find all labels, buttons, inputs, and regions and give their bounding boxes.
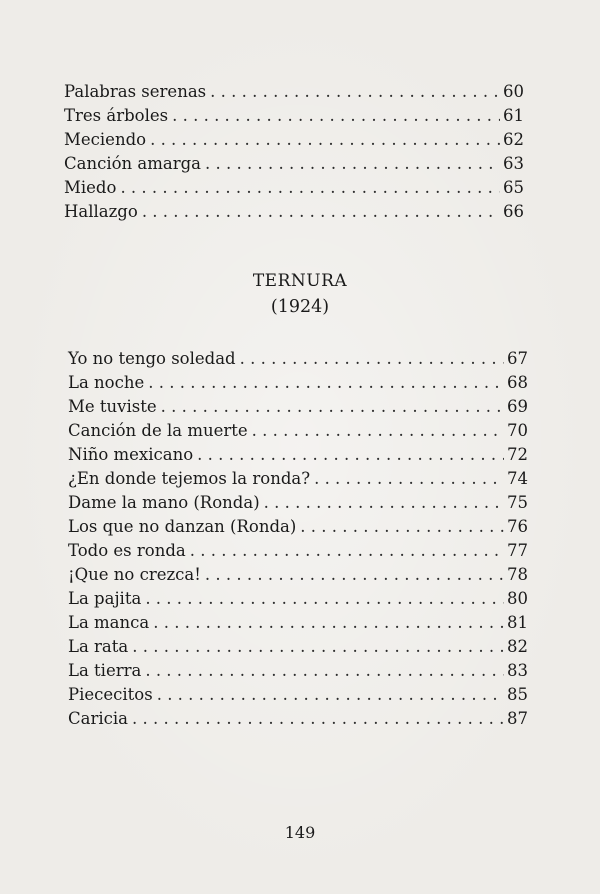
toc-entry (68, 491, 528, 515)
toc-entry-title: Palabras serenas (64, 82, 207, 101)
dot-leader (205, 563, 504, 587)
dot-leader (300, 515, 504, 539)
dot-leader (120, 176, 500, 200)
dot-leader (190, 539, 504, 563)
toc-entry-title: ¡Que no crezca! (68, 565, 201, 584)
toc-entry (68, 539, 528, 563)
page-number: 149 (284, 823, 316, 842)
toc-entry-page: 62 (503, 130, 524, 149)
dot-leader (210, 80, 500, 104)
toc-entry (68, 611, 528, 635)
toc-entry-page: 63 (503, 154, 524, 173)
toc-entry-title: Niño mexicano (68, 445, 194, 464)
toc-entry (68, 563, 528, 587)
toc-entry-page: 82 (507, 637, 528, 656)
toc-entry-page: 81 (507, 613, 528, 632)
dot-leader (314, 467, 504, 491)
dot-leader (172, 104, 500, 128)
toc-entry-title: Piececitos (68, 685, 153, 704)
dot-leader (264, 491, 504, 515)
toc-entry-title: Canción de la muerte (68, 421, 248, 440)
dot-leader (205, 152, 500, 176)
toc-entry-page: 75 (507, 493, 528, 512)
dot-leader (240, 347, 504, 371)
toc-entry (64, 200, 524, 224)
toc-entry (68, 635, 528, 659)
toc-entry-page: 80 (507, 589, 528, 608)
toc-entry-title: La rata (68, 637, 129, 656)
toc-entry-page: 65 (503, 178, 524, 197)
toc-entry-title: Hallazgo (64, 202, 138, 221)
toc-entry-page: 87 (507, 709, 528, 728)
section-title: TERNURA (252, 271, 348, 291)
toc-list-second (68, 347, 528, 731)
toc-entry-page: 70 (507, 421, 528, 440)
dot-leader (161, 395, 504, 419)
toc-entry-page: 74 (507, 469, 528, 488)
dot-leader (197, 443, 504, 467)
toc-entry (68, 515, 528, 539)
toc-entry-title: La noche (68, 373, 145, 392)
toc-entry (68, 347, 528, 371)
dot-leader (132, 707, 504, 731)
toc-entry-title: Miedo (64, 178, 117, 197)
toc-entry-title: Me tuviste (68, 397, 157, 416)
toc-entry-title: Tres árboles (64, 106, 169, 125)
toc-entry (64, 80, 524, 104)
toc-entry-page: 83 (507, 661, 528, 680)
toc-entry-page: 78 (507, 565, 528, 584)
dot-leader (150, 128, 500, 152)
toc-entry-title: La tierra (68, 661, 142, 680)
dot-leader (153, 611, 504, 635)
toc-entry-page: 72 (507, 445, 528, 464)
toc-entry-title: Todo es ronda (68, 541, 186, 560)
toc-entry (68, 371, 528, 395)
toc-entry-title: La manca (68, 613, 150, 632)
section-year: (1924) (270, 297, 330, 317)
toc-entry-page: 68 (507, 373, 528, 392)
dot-leader (157, 683, 504, 707)
dot-leader (145, 587, 504, 611)
toc-entry-title: Meciendo (64, 130, 147, 149)
toc-entry (68, 443, 528, 467)
toc-entry (68, 587, 528, 611)
toc-entry (64, 128, 524, 152)
toc-entry-page: 76 (507, 517, 528, 536)
toc-entry (64, 104, 524, 128)
toc-entry (68, 419, 528, 443)
toc-entry-title: ¿En donde tejemos la ronda? (68, 469, 311, 488)
toc-entry-page: 60 (503, 82, 524, 101)
dot-leader (145, 659, 504, 683)
toc-entry (68, 707, 528, 731)
dot-leader (142, 200, 500, 224)
toc-entry (64, 176, 524, 200)
toc-entry-page: 77 (507, 541, 528, 560)
toc-entry (68, 467, 528, 491)
toc-entry-title: Los que no danzan (Ronda) (68, 517, 297, 536)
toc-entry-page: 69 (507, 397, 528, 416)
toc-entry-page: 67 (507, 349, 528, 368)
dot-leader (132, 635, 504, 659)
toc-entry-title: Dame la mano (Ronda) (68, 493, 260, 512)
toc-entry-title: Yo no tengo soledad (68, 349, 236, 368)
toc-entry-title: Caricia (68, 709, 128, 728)
toc-entry-page: 66 (503, 202, 524, 221)
toc-entry (64, 152, 524, 176)
toc-entry-page: 85 (507, 685, 528, 704)
toc-entry-title: La pajita (68, 589, 142, 608)
dot-leader (252, 419, 504, 443)
toc-entry (68, 395, 528, 419)
toc-entry-page: 61 (503, 106, 524, 125)
toc-list-first (64, 80, 524, 224)
toc-entry (68, 659, 528, 683)
dot-leader (148, 371, 504, 395)
toc-entry-title: Canción amarga (64, 154, 202, 173)
toc-entry (68, 683, 528, 707)
